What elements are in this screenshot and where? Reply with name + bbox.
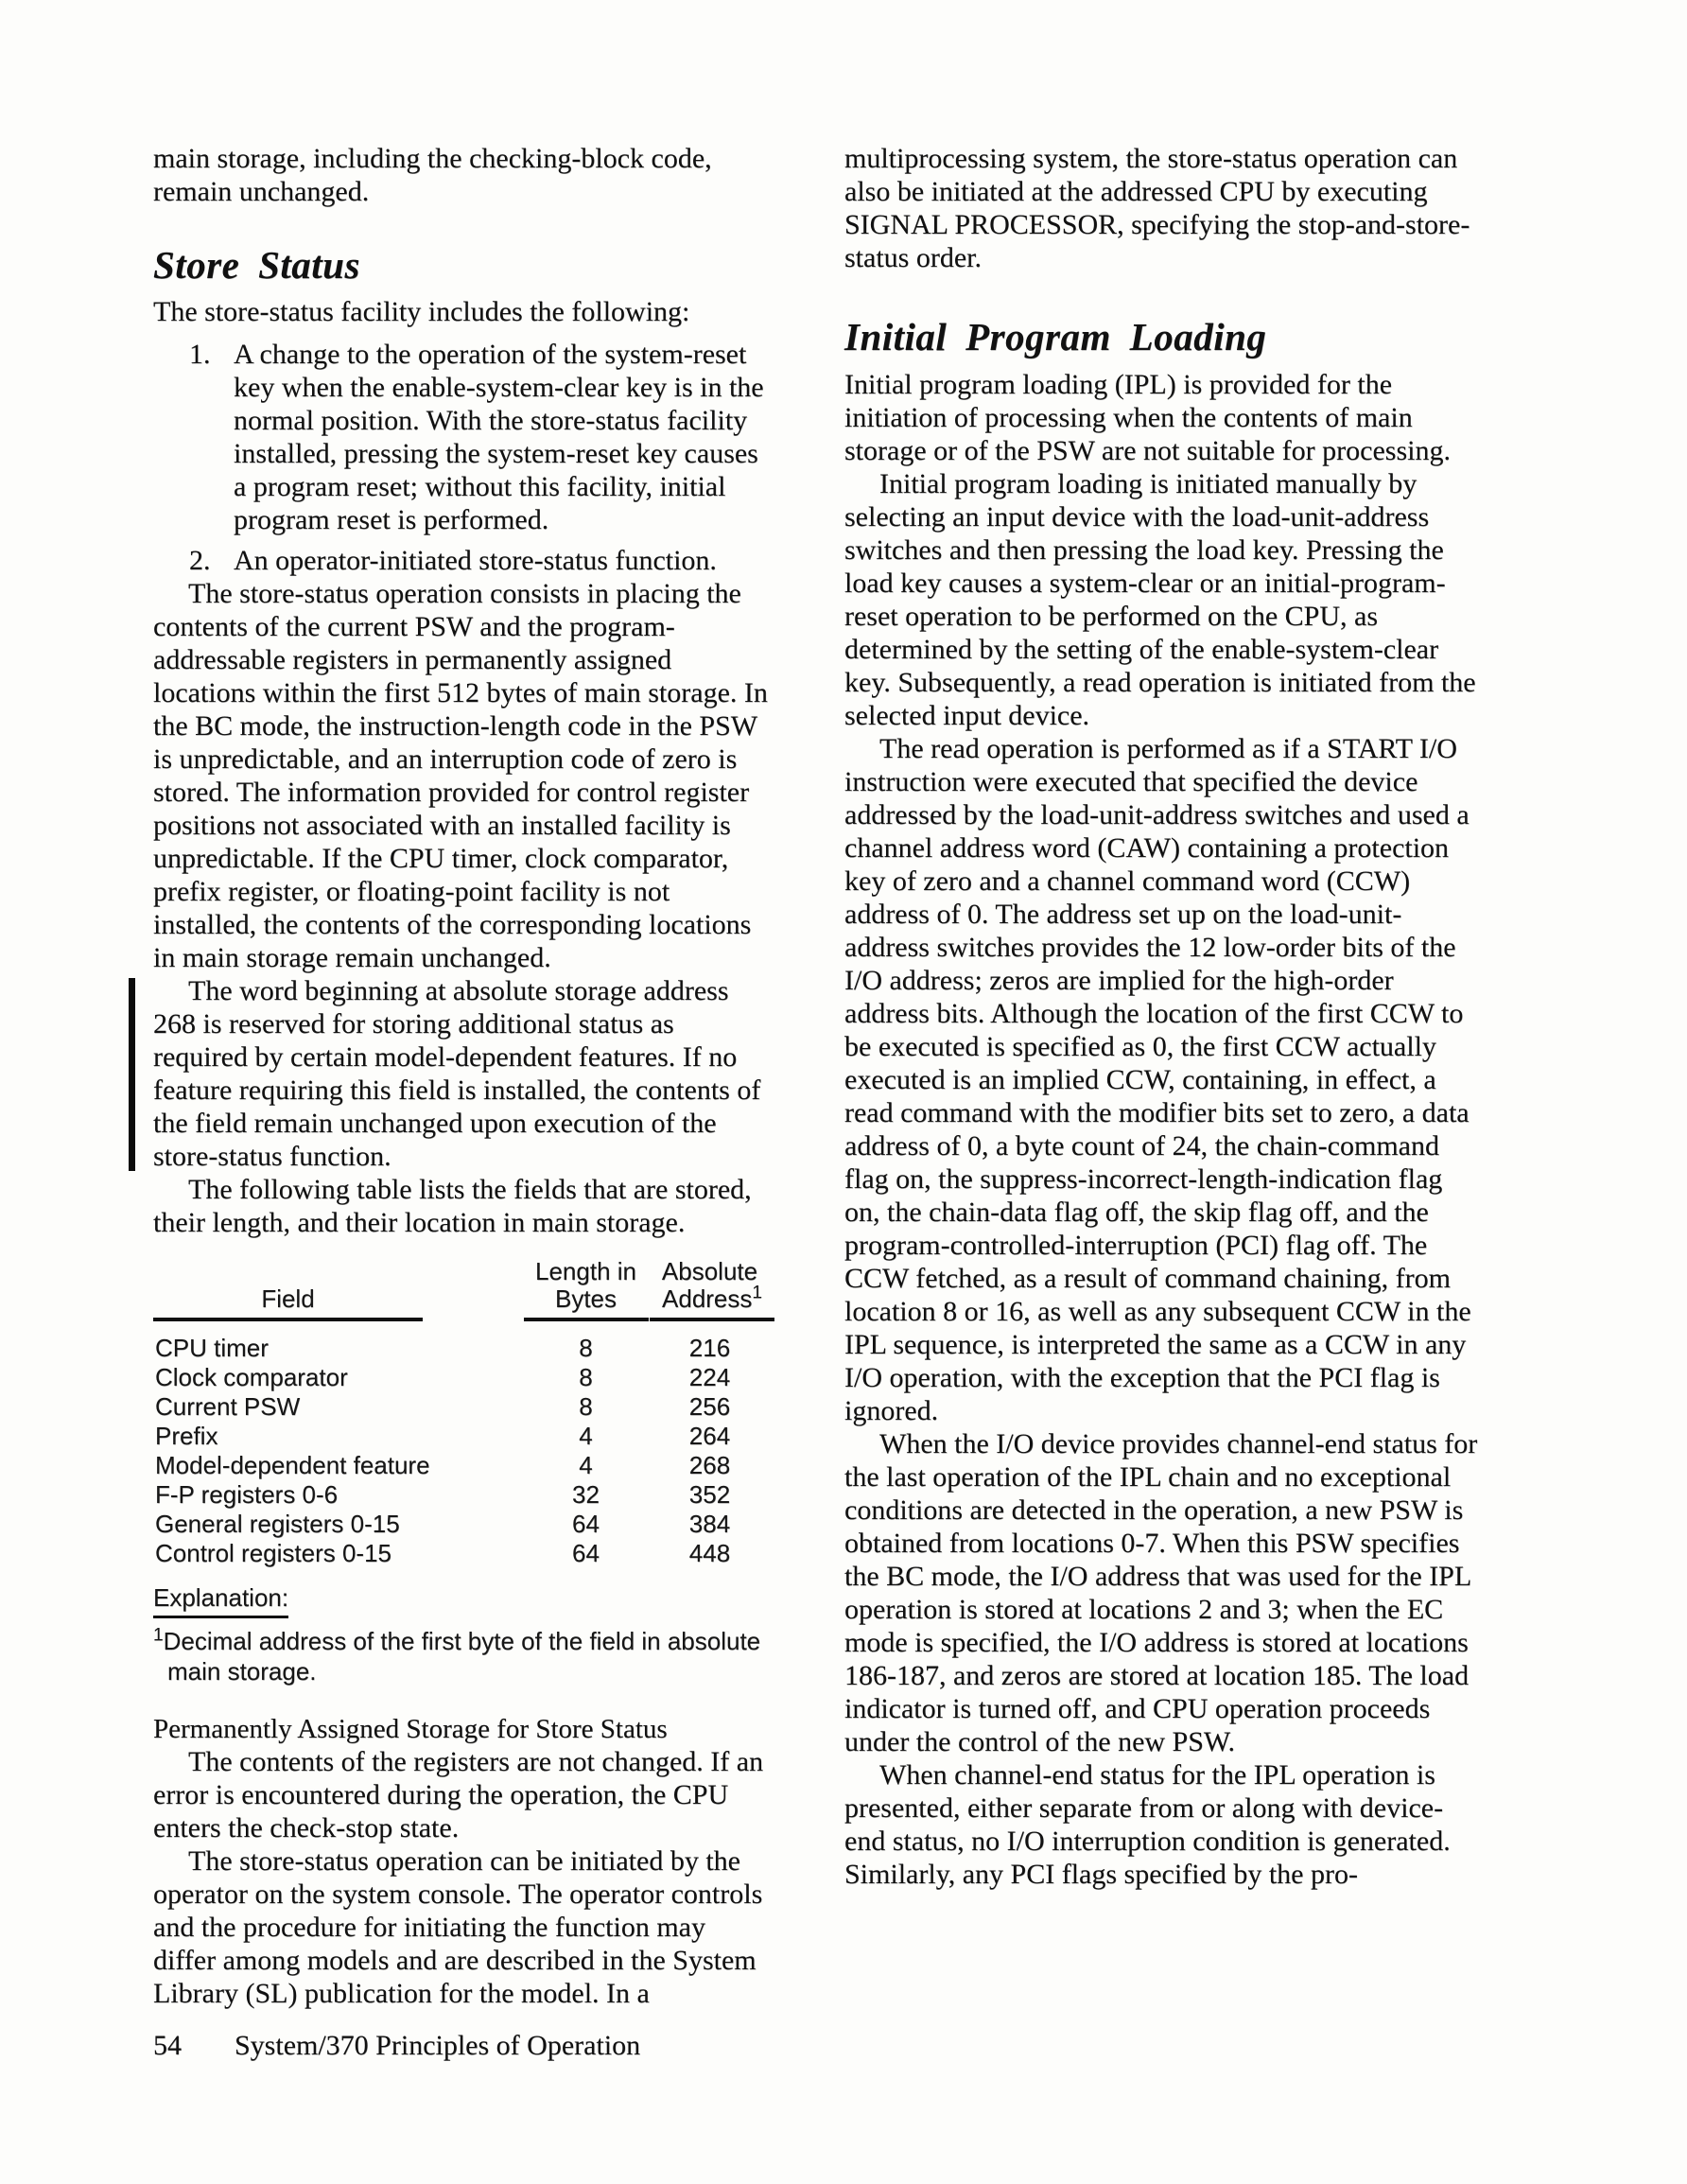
- table-header-address: Absolute Address$^1$: [650, 1258, 770, 1321]
- paragraph-with-change-bar: The word beginning at absolute storage address 268 is reserved for storing additional status as required by certain model-dependent features. If no feature requiring this field is installed, the contents of the field remain unchanged upon execution of the store-status function.: [153, 974, 770, 1173]
- table-row: Model-dependent feature 4 268: [155, 1451, 731, 1479]
- table-row: Clock comparator 8 224: [155, 1363, 731, 1391]
- paragraph-continuation: multiprocessing system, the store-status operation can also be initiated at the addressed CPU by executing SIGNAL PROCESSOR, specifying the stop-and-store-status order.: [844, 143, 1470, 273]
- table-caption: Permanently Assigned Storage for Store Status: [153, 1714, 668, 1744]
- paragraph-read-operation: The read operation is performed as if a START I/O instruction were executed that specified the device addressed by the load-unit-address switches and used a channel address word (CAW) containing a protection key of zero and a channel command word (CCW) address of 0. The address set up on the load-unit-address switches provides the 12 low-order bits of the I/O address; zeros are implied for the high-order address bits. Although the location of the first CCW to be executed is specified as 0, the first CCW actually executed is an implied CCW, containing, in effect, a read command with the modifier bits set to zero, a data address of 0, a byte count of 24, the chain-command flag on, the suppress-incorrect-length-indication flag on, the chain-data flag off, the skip flag off, and the program-controlled-interruption (PCI) flag off. The CCW fetched, as a result of command chaining, from location 8 or 16, as well as any subsequent CCW in the IPL sequence, is interpreted the same as a CCW in any I/O operation, with the exception that the PCI flag is ignored.: [844, 733, 1471, 1426]
- table-header-row: [153, 1258, 770, 1321]
- store-status-fields-table: [153, 1258, 770, 1567]
- section-heading-initial-program-loading: Initial Program Loading: [844, 315, 1267, 358]
- list-marker: 1.: [189, 339, 211, 370]
- footnote-marker: 1: [752, 1283, 762, 1303]
- table-explanation: [153, 1582, 770, 1686]
- explanation-label: Explanation:: [153, 1582, 288, 1618]
- footnote-text: Decimal address of the first byte of the field in absolute main storage.: [163, 1627, 761, 1686]
- paragraph-continuation: main storage, including the checking-block code, remain unchanged.: [153, 143, 712, 207]
- list-item-text: An operator-initiated store-status function.: [234, 545, 717, 576]
- paragraph-ipl-manual: Initial program loading is initiated manually by selecting an input device with the load-unit-address switches and then pressing the load key. Pressing the load key causes a system-clear or an initial-program-reset operation to be performed on the CPU, as determined by the setting of the enable-system-clear key. Subsequently, a read operation is initiated from the selected input device.: [844, 468, 1476, 731]
- table-footnote: [153, 1626, 770, 1686]
- table-row: Prefix 4 264: [155, 1422, 731, 1450]
- table-row: CPU timer 8 216: [155, 1334, 731, 1362]
- list-item-text: A change to the operation of the system-reset key when the enable-system-clear key is in the normal position. With the store-status facility installed, pressing the system-reset key causes a program reset; without this facility, initial program reset is performed.: [234, 339, 764, 535]
- page-footer: [153, 2029, 640, 2062]
- numbered-list: [153, 338, 770, 577]
- paragraph-table-intro: The following table lists the fields that are stored, their length, and their location in main storage.: [153, 1174, 752, 1238]
- table-body: [153, 1335, 770, 1567]
- right-column: [844, 142, 1484, 1891]
- table-row: Current PSW 8 256: [155, 1392, 731, 1421]
- table-header-length: Length in Bytes: [522, 1258, 650, 1321]
- footnote-marker: 1: [153, 1625, 164, 1646]
- table-row: Control registers 0-15 64 448: [155, 1539, 731, 1567]
- list-item: [153, 544, 770, 577]
- paragraph-ipl-provided: Initial program loading (IPL) is provided for the initiation of processing when the contents of main storage or of the PSW are not suitable for processing.: [844, 369, 1451, 466]
- paragraph-console: The store-status operation can be initiated by the operator on the system console. The operator controls and the procedure for initiating the function may differ among models and are described in the System Library (SL) publication for the model. In a: [153, 1845, 763, 2009]
- table-row: General registers 0-15 64 384: [155, 1510, 731, 1538]
- page-number: 54: [153, 2030, 182, 2061]
- section-heading-store-status: Store Status: [153, 243, 360, 287]
- table-header-field: Field: [153, 1258, 522, 1321]
- lead-paragraph: The store-status facility includes the following:: [153, 296, 690, 327]
- list-marker: 2.: [189, 545, 211, 576]
- book-title: System/370 Principles of Operation: [235, 2030, 641, 2061]
- paragraph-no-interruption: When channel-end status for the IPL operation is presented, either separate from or along with device-end status, no I/O interruption condition is generated. Similarly, any PCI flags specified by the pro-: [844, 1759, 1451, 1890]
- paragraph-registers: The contents of the registers are not changed. If an error is encountered during the operation, the CPU enters the check-stop state.: [153, 1746, 764, 1843]
- left-column: [153, 142, 770, 2010]
- paragraph-store-status-operation: The store-status operation consists in placing the contents of the current PSW and the program-addressable registers in permanently assigned locations within the first 512 bytes of main storage. In the BC mode, the instruction-length code in the PSW is unpredictable, and an interruption code of zero is stored. The information provided for control register positions not associated with an installed facility is unpredictable. If the CPU timer, clock comparator, prefix register, or floating-point facility is not installed, the contents of the corresponding locations in main storage remain unchanged.: [153, 578, 768, 973]
- paragraph-channel-end: When the I/O device provides channel-end status for the last operation of the IPL chain and no exceptional conditions are detected in the operation, a new PSW is obtained from locations 0-7. When this PSW specifies the BC mode, the I/O address that was used for the IPL operation is stored at locations 2 and 3; when the EC mode is specified, the I/O address is stored at locations 186-187, and zeros are stored at location 185. The load indicator is turned off, and CPU operation proceeds under the control of the new PSW.: [844, 1428, 1478, 1757]
- table-row: F-P registers 0-6 32 352: [155, 1480, 731, 1509]
- list-item: [153, 338, 770, 536]
